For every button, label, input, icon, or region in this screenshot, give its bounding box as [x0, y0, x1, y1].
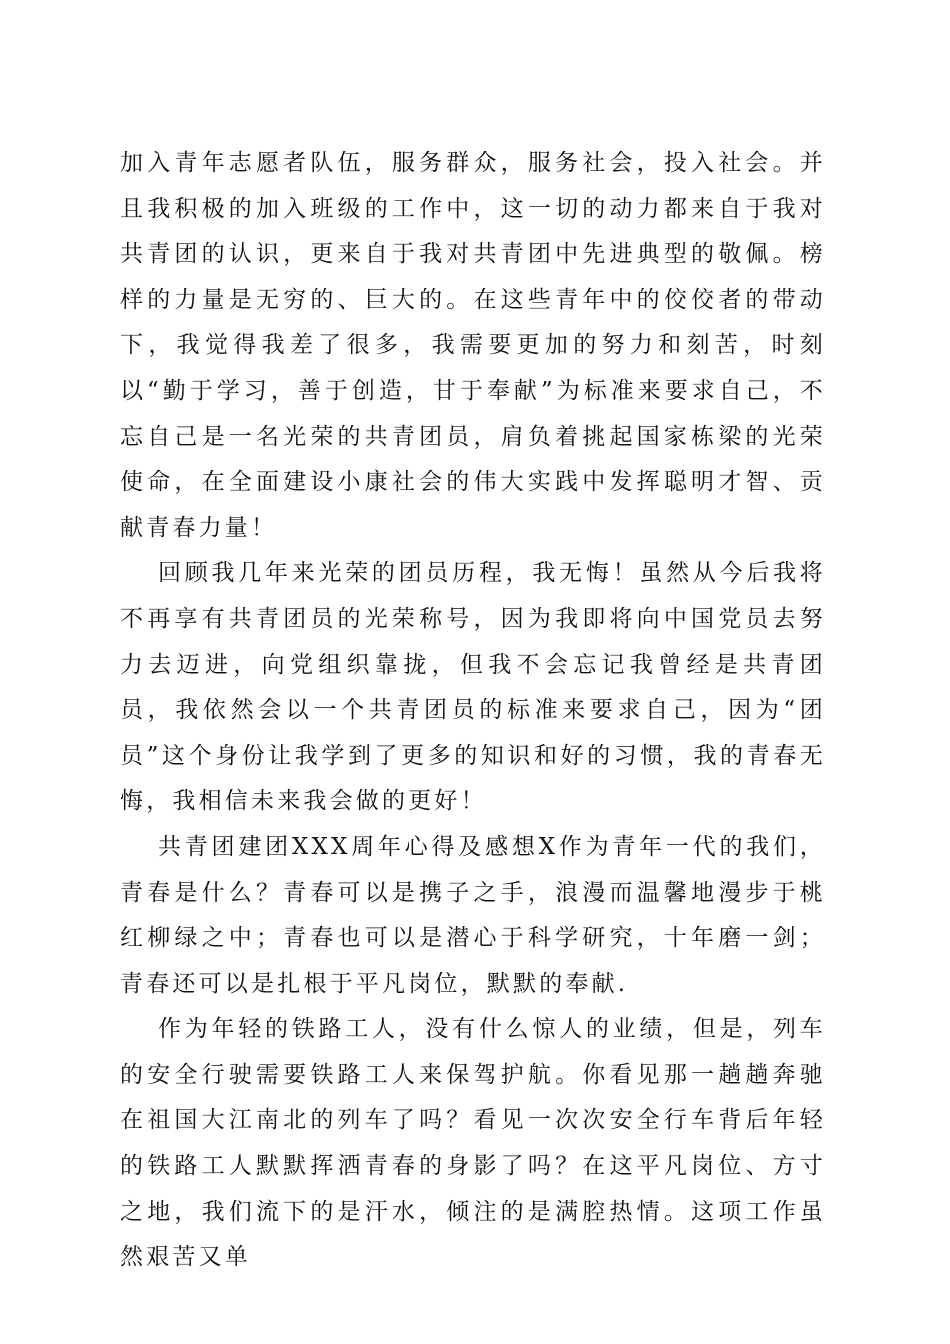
paragraph-2: 回顾我几年来光荣的团员历程，我无悔！虽然从今后我将不再享有共青团员的光荣称号，因为我即将向中国党员去努力去迈进，向党组织靠拢，但我不会忘记我曾经是共青团员，我依然会以一个共青团员的标准来要求自己，因为“团员”这个身份让我学到了更多的知识和好的习惯，我的青春无悔，我相信未来我会做的更好！ [120, 560, 826, 815]
paragraph-3: 共青团建团XXX周年心得及感想X作为青年一代的我们，青春是什么？青春可以是携子之手，浪漫而温馨地漫步于桃红柳绿之中；青春也可以是潜心于科学研究，十年磨一剑；青春还可以是扎根于平凡岗位，默默的奉献. [120, 833, 826, 997]
paragraph-4: 作为年轻的铁路工人，没有什么惊人的业绩，但是，列车的安全行驶需要铁路工人来保驾护航。你看见那一趟趟奔驰在祖国大江南北的列车了吗？看见一次次安全行车背后年轻的铁路工人默默挥洒青春的身影了吗？在这平凡岗位、方寸之地，我们流下的是汗水，倾注的是满腔热情。这项工作虽然艰苦又单 [120, 1016, 826, 1271]
paragraph-1: 加入青年志愿者队伍，服务群众，服务社会，投入社会。并且我积极的加入班级的工作中，这一切的动力都来自于我对共青团的认识，更来自于我对共青团中先进典型的敬佩。榜样的力量是无穷的、巨大的。在这些青年中的佼佼者的带动下，我觉得我差了很多，我需要更加的努力和刻苦，时刻以“勤于学习，善于创造，甘于奉献”为标准来要求自己，不忘自己是一名光荣的共青团员，肩负着挑起国家栋梁的光荣使命，在全面建设小康社会的伟大实践中发挥聪明才智、贡献青春力量！ [120, 150, 826, 541]
document-body [120, 141, 826, 1281]
